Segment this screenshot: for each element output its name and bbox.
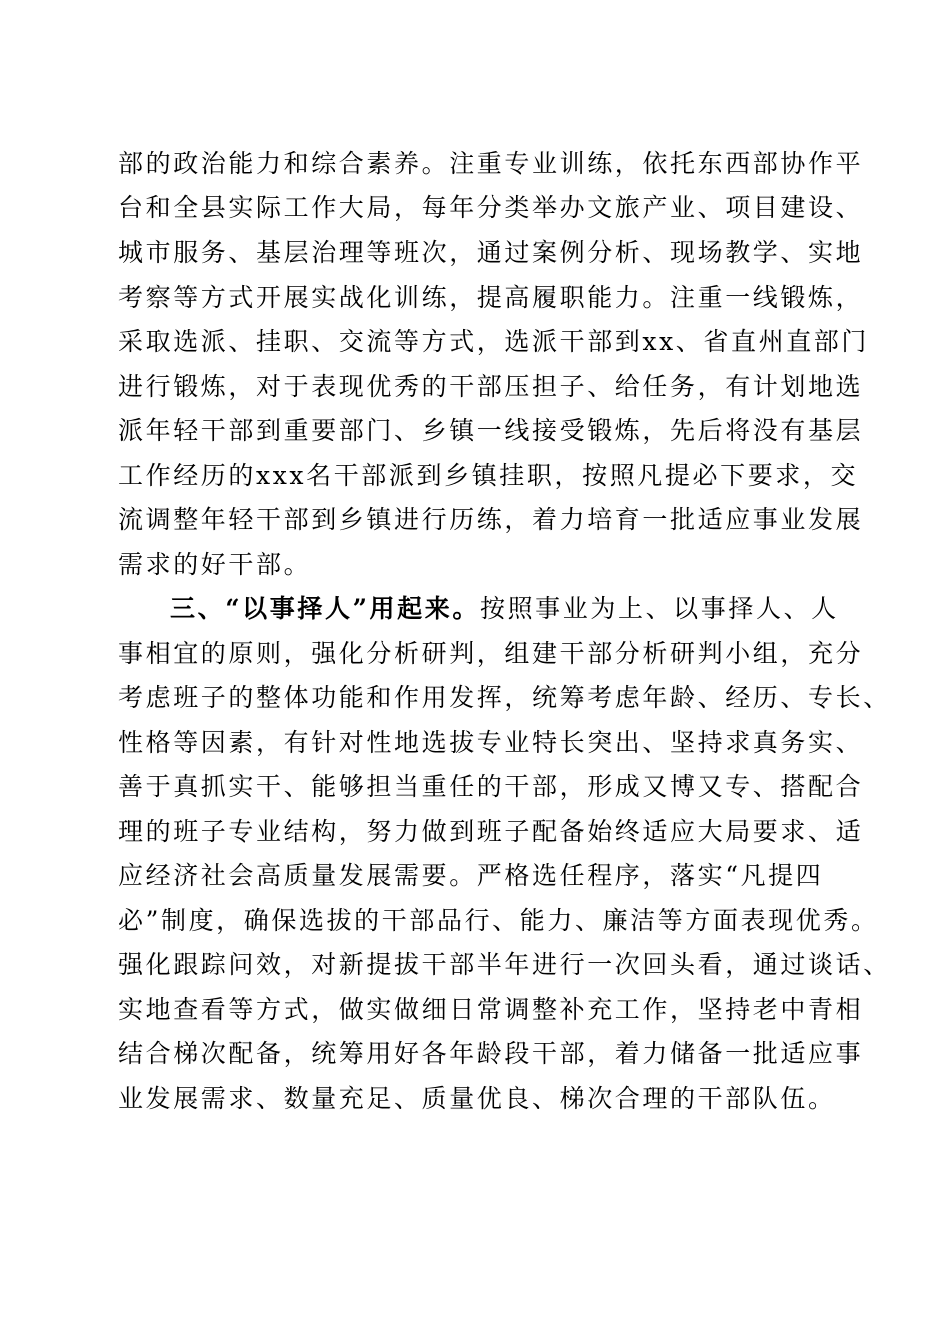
text-line: 考察等方式开展实战化训练，提高履职能力。注重一线锻炼，	[118, 283, 864, 312]
text-line: 必”制度，确保选拔的干部品行、能力、廉洁等方面表现优秀。	[118, 906, 879, 935]
text-line: 需求的好干部。	[118, 550, 312, 579]
text-line: 部的政治能力和综合素养。注重专业训练，依托东西部协作平	[118, 149, 864, 178]
text-line: 流调整年轻干部到乡镇进行历练，着力培育一批适应事业发展	[118, 505, 864, 534]
text-line: 派年轻干部到重要部门、乡镇一线接受锻炼，先后将没有基层	[118, 416, 864, 445]
text-line: 理的班子专业结构，努力做到班子配备始终适应大局要求、适	[118, 817, 864, 846]
text-line: 台和全县实际工作大局，每年分类举办文旅产业、项目建设、	[118, 193, 864, 222]
text-line: 事相宜的原则，强化分析研判，组建干部分析研判小组，充分	[118, 639, 864, 668]
text-line: 业发展需求、数量充足、质量优良、梯次合理的干部队伍。	[118, 1084, 836, 1113]
text-span: 按照事业为上、以事择人、人	[479, 594, 839, 623]
text-line: 应经济社会高质量发展需要。严格选任程序，落实“凡提四	[118, 861, 824, 890]
section-heading-line	[170, 591, 838, 627]
text-line: 结合梯次配备，统筹用好各年龄段干部，着力储备一批适应事	[118, 1039, 864, 1068]
text-line: 实地查看等方式，做实做细日常调整补充工作，坚持老中青相	[118, 995, 864, 1024]
text-line: 善于真抓实干、能够担当重任的干部，形成又博又专、搭配合	[118, 772, 864, 801]
text-line: 考虑班子的整体功能和作用发挥，统筹考虑年龄、经历、专长、	[118, 683, 891, 712]
text-line: 工作经历的xxx名干部派到乡镇挂职，按照凡提必下要求，交	[118, 461, 859, 490]
section-heading: 三、“以事择人”用起来。	[170, 594, 480, 623]
text-line: 性格等因素，有针对性地选拔专业特长突出、坚持求真务实、	[118, 728, 864, 757]
text-line: 强化跟踪问效，对新提拔干部半年进行一次回头看，通过谈话、	[118, 950, 891, 979]
text-line: 采取选派、挂职、交流等方式，选派干部到xx、省直州直部门	[118, 327, 870, 356]
text-line: 城市服务、基层治理等班次，通过案例分析、现场教学、实地	[118, 238, 864, 267]
text-line: 进行锻炼，对于表现优秀的干部压担子、给任务，有计划地选	[118, 372, 864, 401]
